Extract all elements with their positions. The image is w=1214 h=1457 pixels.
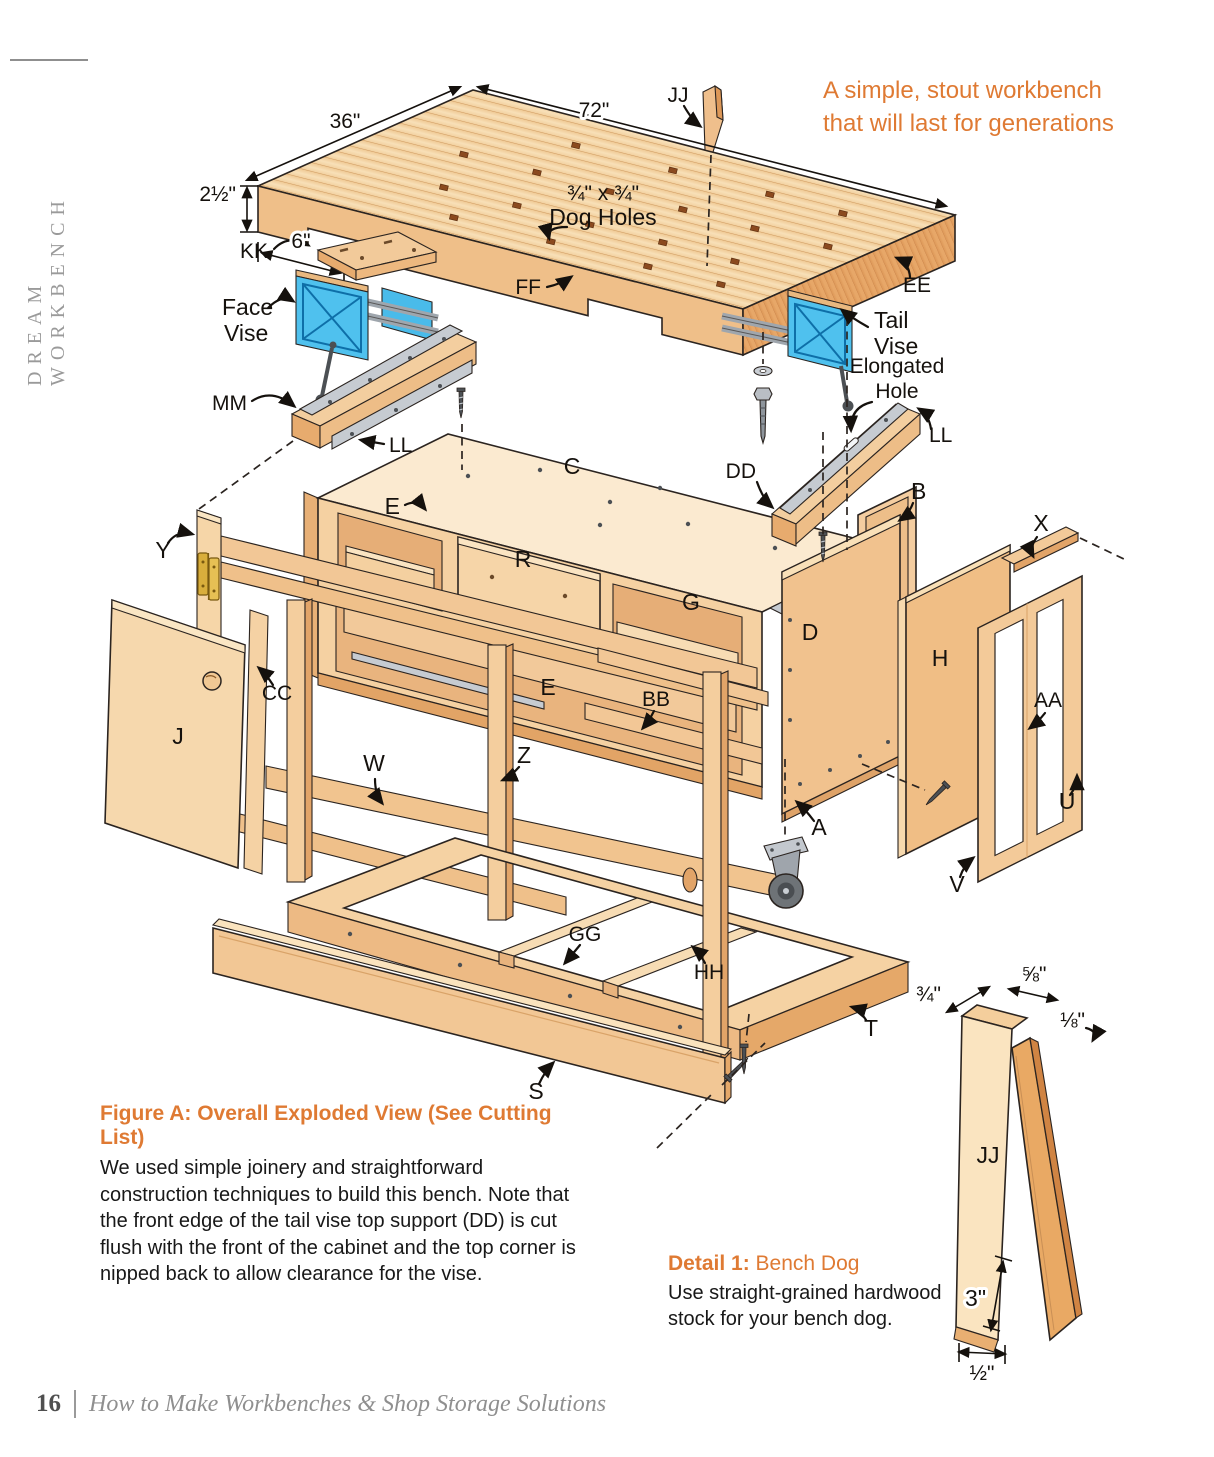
part-label-ff: FF xyxy=(515,276,541,299)
door-knob xyxy=(203,672,221,690)
detail-1-label: Detail 1: xyxy=(668,1252,750,1275)
tail-vise-label-1: Tail xyxy=(874,307,909,333)
dim-6: 6" xyxy=(291,230,311,253)
detail-dim-width: ⅝" xyxy=(1021,963,1047,986)
part-label-g: G xyxy=(682,589,700,615)
part-label-c: C xyxy=(563,453,581,479)
dim-2half: 2½" xyxy=(199,183,236,206)
part-label-aa: AA xyxy=(1033,689,1063,712)
part-label-t: T xyxy=(863,1015,879,1041)
detail-1-title xyxy=(668,1252,958,1276)
page-footer xyxy=(36,1390,606,1418)
dim-36: 36" xyxy=(329,110,361,133)
dog-holes-label: Dog Holes xyxy=(549,204,657,230)
detail-dim-thickness: ¾" xyxy=(916,983,941,1006)
part-label-a: A xyxy=(811,814,827,840)
part-label-gg: GG xyxy=(568,923,602,946)
screw-icon xyxy=(457,388,465,418)
detail-dim-tip: ½" xyxy=(969,1362,995,1385)
detail-1-name: Bench Dog xyxy=(749,1252,860,1275)
part-label-cc: CC xyxy=(261,682,293,705)
part-label-y: Y xyxy=(155,537,171,563)
part-label-hh: HH xyxy=(693,961,725,984)
part-label-u: U xyxy=(1058,788,1076,814)
figure-a-body: We used simple joinery and straightforward construction techniques to build this bench. Note that the front edge of the tail vise top support (DD) is cut flush with the front of the cabinet and the top corner is nipped back to allow clearance for the vise. xyxy=(100,1157,576,1285)
frame-window-left xyxy=(995,620,1023,856)
part-label-dd: DD xyxy=(725,460,756,483)
footer-divider xyxy=(74,1390,76,1418)
sidebar-vertical-title: DREAM WORKBENCH xyxy=(24,194,69,386)
figure-a-title: Figure A: Overall Exploded View (See Cutting List) xyxy=(100,1102,552,1149)
part-label-d: D xyxy=(801,619,819,645)
part-label-h: H xyxy=(931,645,949,671)
part-label-s: S xyxy=(528,1078,544,1104)
part-label-j: J xyxy=(172,723,184,749)
part-label-ee: EE xyxy=(903,274,932,297)
dim-72: 72" xyxy=(578,99,610,122)
face-vise-label-2: Vise xyxy=(224,320,269,346)
part-label-ll-right: LL xyxy=(929,424,953,447)
part-label-kk: KK xyxy=(239,240,268,263)
part-label-bb: BB xyxy=(641,688,671,711)
part-label-mm: MM xyxy=(212,392,247,415)
part-label-r: R xyxy=(514,546,532,572)
part-label-jj-top: JJ xyxy=(667,84,689,107)
detail-dim-kerf: ⅛" xyxy=(1060,1009,1085,1032)
elongated-hole-label-1: Elongated xyxy=(849,355,945,378)
dog-hole-size: ¾" x ¾" xyxy=(566,182,640,205)
part-label-jj-detail: JJ xyxy=(976,1142,1000,1168)
tagline-line2: that will last for generations xyxy=(823,110,1114,137)
tagline-line1: A simple, stout workbench xyxy=(823,77,1102,104)
part-label-v: V xyxy=(949,871,965,897)
detail-dim-notch: 3" xyxy=(965,1285,986,1311)
caster xyxy=(764,837,808,908)
face-vise-label-1: Face xyxy=(222,294,274,320)
elongated-hole-label-2: Hole xyxy=(875,380,919,403)
book-title: How to Make Workbenches & Shop Storage Solutions xyxy=(89,1390,607,1417)
hinge xyxy=(198,553,219,600)
part-label-x: X xyxy=(1033,510,1049,536)
figure-a-caption xyxy=(100,1102,596,1288)
leg-left xyxy=(287,599,312,882)
washer-and-bolt xyxy=(754,367,772,444)
part-label-b: B xyxy=(911,478,927,504)
part-label-ll-left: LL xyxy=(389,434,413,457)
detail-1-caption xyxy=(668,1252,958,1332)
part-label-w: W xyxy=(363,750,385,776)
page-number: 16 xyxy=(36,1390,61,1417)
part-label-z: Z xyxy=(516,742,532,768)
part-label-e-top: E xyxy=(384,493,400,519)
bench-dog xyxy=(703,86,723,152)
detail-1-body: Use straight-grained hardwood stock for your bench dog. xyxy=(668,1282,942,1330)
leg-middle xyxy=(488,644,513,920)
tail-vise-label-2: Vise xyxy=(874,333,919,359)
part-label-e-mid: E xyxy=(540,674,556,700)
